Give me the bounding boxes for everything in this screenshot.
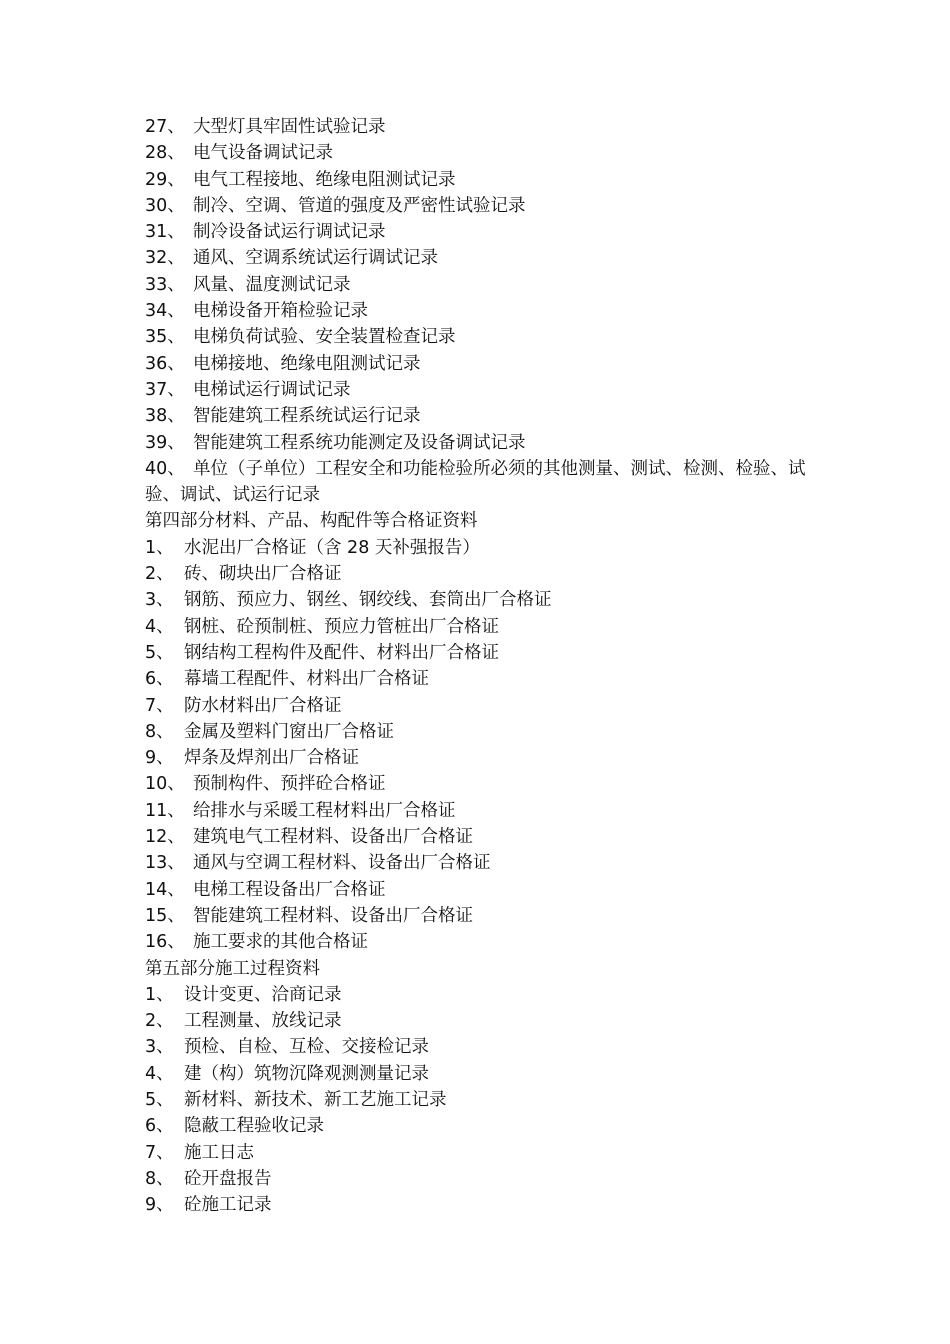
item-text: 给排水与采暖工程材料出厂合格证 bbox=[193, 800, 456, 821]
item-number: 32、 bbox=[145, 248, 185, 269]
list-item bbox=[145, 745, 825, 771]
item-text: 电梯工程设备出厂合格证 bbox=[193, 879, 386, 900]
item-number: 27、 bbox=[145, 117, 185, 137]
item-text: 隐蔽工程验收记录 bbox=[184, 1116, 324, 1137]
item-text: 幕墙工程配件、材料出厂合格证 bbox=[184, 669, 429, 690]
list-part5 bbox=[145, 982, 825, 1219]
item-text: 电气设备调试记录 bbox=[193, 143, 333, 164]
item-number: 7、 bbox=[145, 695, 174, 716]
item-text: 设计变更、洽商记录 bbox=[184, 984, 342, 1005]
item-text: 智能建筑工程系统试运行记录 bbox=[193, 406, 421, 427]
item-text: 钢桩、砼预制桩、预应力管桩出厂合格证 bbox=[184, 616, 499, 637]
list-item bbox=[145, 1061, 825, 1087]
item-number: 8、 bbox=[145, 721, 174, 742]
item-text: 防水材料出厂合格证 bbox=[184, 695, 342, 716]
list-item bbox=[145, 272, 825, 298]
item-number: 6、 bbox=[145, 1116, 174, 1137]
item-text: 风量、温度测试记录 bbox=[193, 274, 351, 295]
list-item bbox=[145, 456, 825, 509]
item-text: 电梯试运行调试记录 bbox=[193, 379, 351, 400]
item-number: 9、 bbox=[145, 748, 174, 769]
item-text: 通风与空调工程材料、设备出厂合格证 bbox=[193, 853, 491, 874]
item-number: 33、 bbox=[145, 274, 185, 295]
item-number: 28、 bbox=[145, 143, 185, 164]
item-text: 新材料、新技术、新工艺施工记录 bbox=[184, 1089, 447, 1110]
list-item bbox=[145, 1008, 825, 1034]
item-text: 钢结构工程构件及配件、材料出厂合格证 bbox=[184, 642, 499, 663]
item-text: 预制构件、预拌砼合格证 bbox=[193, 774, 386, 795]
item-text: 钢筋、预应力、钢丝、钢绞线、套筒出厂合格证 bbox=[184, 590, 552, 611]
list-item bbox=[145, 193, 825, 219]
item-number: 15、 bbox=[145, 905, 185, 926]
item-number: 1、 bbox=[145, 537, 174, 558]
item-number: 38、 bbox=[145, 406, 185, 427]
list-item bbox=[145, 403, 825, 429]
item-text: 电梯接地、绝缘电阻测试记录 bbox=[193, 353, 421, 374]
list-item bbox=[145, 114, 825, 140]
section-heading-part4: 第四部分材料、产品、构配件等合格证资料 bbox=[145, 511, 478, 532]
item-text: 水泥出厂合格证（含 28 天补强报告） bbox=[184, 537, 480, 558]
item-text: 施工要求的其他合格证 bbox=[193, 932, 368, 953]
item-number: 7、 bbox=[145, 1142, 174, 1163]
item-number: 39、 bbox=[145, 432, 185, 453]
item-number: 30、 bbox=[145, 195, 185, 216]
list-item bbox=[145, 1034, 825, 1060]
item-number: 36、 bbox=[145, 353, 185, 374]
item-text: 金属及塑料门窗出厂合格证 bbox=[184, 721, 394, 742]
list-item bbox=[145, 850, 825, 876]
item-number: 13、 bbox=[145, 853, 185, 874]
item-text: 智能建筑工程材料、设备出厂合格证 bbox=[193, 905, 473, 926]
item-number: 6、 bbox=[145, 669, 174, 690]
list-item bbox=[145, 1087, 825, 1113]
item-number: 4、 bbox=[145, 616, 174, 637]
item-text: 砖、砌块出厂合格证 bbox=[184, 564, 342, 585]
item-number: 37、 bbox=[145, 379, 185, 400]
item-number: 3、 bbox=[145, 590, 174, 611]
item-number: 11、 bbox=[145, 800, 185, 821]
item-text: 施工日志 bbox=[184, 1142, 254, 1163]
item-text: 智能建筑工程系统功能测定及设备调试记录 bbox=[193, 432, 526, 453]
item-text: 通风、空调系统试运行调试记录 bbox=[193, 248, 438, 269]
item-text: 大型灯具牢固性试验记录 bbox=[193, 117, 386, 137]
item-text: 工程测量、放线记录 bbox=[184, 1011, 342, 1032]
item-text: 焊条及焊剂出厂合格证 bbox=[184, 748, 359, 769]
list-item bbox=[145, 430, 825, 456]
list-item bbox=[145, 1113, 825, 1139]
list-item bbox=[145, 324, 825, 350]
item-number: 29、 bbox=[145, 169, 185, 190]
list-item bbox=[145, 351, 825, 377]
item-number: 2、 bbox=[145, 564, 174, 585]
item-number: 2、 bbox=[145, 1011, 174, 1032]
item-text: 砼开盘报告 bbox=[184, 1168, 272, 1189]
item-number: 40、 bbox=[145, 458, 185, 479]
list-item bbox=[145, 666, 825, 692]
item-text: 电气工程接地、绝缘电阻测试记录 bbox=[193, 169, 456, 190]
item-text: 建筑电气工程材料、设备出厂合格证 bbox=[193, 827, 473, 848]
item-number: 12、 bbox=[145, 827, 185, 848]
item-number: 5、 bbox=[145, 1089, 174, 1110]
item-text: 制冷设备试运行调试记录 bbox=[193, 222, 386, 243]
list-item bbox=[145, 1192, 825, 1218]
item-number: 8、 bbox=[145, 1168, 174, 1189]
list-item bbox=[145, 377, 825, 403]
item-number: 5、 bbox=[145, 642, 174, 663]
list-item bbox=[145, 903, 825, 929]
list-item bbox=[145, 245, 825, 271]
list-item bbox=[145, 1166, 825, 1192]
item-text: 制冷、空调、管道的强度及严密性试验记录 bbox=[193, 195, 526, 216]
list-item bbox=[145, 140, 825, 166]
item-number: 9、 bbox=[145, 1195, 174, 1216]
list-item bbox=[145, 798, 825, 824]
list-item bbox=[145, 1140, 825, 1166]
list-item bbox=[145, 982, 825, 1008]
list-item bbox=[145, 167, 825, 193]
list-item bbox=[145, 587, 825, 613]
document-body bbox=[145, 114, 825, 1218]
list-item bbox=[145, 298, 825, 324]
item-number: 35、 bbox=[145, 327, 185, 348]
item-number: 1、 bbox=[145, 984, 174, 1005]
item-number: 10、 bbox=[145, 774, 185, 795]
item-number: 31、 bbox=[145, 222, 185, 243]
list-item bbox=[145, 640, 825, 666]
list-part4 bbox=[145, 535, 825, 956]
list-item bbox=[145, 929, 825, 955]
list-part3 bbox=[145, 114, 825, 508]
list-item bbox=[145, 219, 825, 245]
item-number: 3、 bbox=[145, 1037, 174, 1058]
item-text: 电梯设备开箱检验记录 bbox=[193, 301, 368, 322]
item-text: 电梯负荷试验、安全装置检查记录 bbox=[193, 327, 456, 348]
item-number: 4、 bbox=[145, 1063, 174, 1084]
list-item bbox=[145, 535, 825, 561]
list-item bbox=[145, 719, 825, 745]
item-text: 砼施工记录 bbox=[184, 1195, 272, 1216]
list-item bbox=[145, 824, 825, 850]
list-item bbox=[145, 614, 825, 640]
item-text: 建（构）筑物沉降观测测量记录 bbox=[184, 1063, 429, 1084]
list-item bbox=[145, 561, 825, 587]
item-text: 单位（子单位）工程安全和功能检验所必须的其他测量、测试、检测、检验、试验、调试、试运行记录 bbox=[145, 458, 806, 506]
list-item bbox=[145, 877, 825, 903]
item-text: 预检、自检、互检、交接检记录 bbox=[184, 1037, 429, 1058]
list-item bbox=[145, 771, 825, 797]
item-number: 34、 bbox=[145, 301, 185, 322]
section-heading-part5: 第五部分施工过程资料 bbox=[145, 958, 320, 979]
item-number: 16、 bbox=[145, 932, 185, 953]
item-number: 14、 bbox=[145, 879, 185, 900]
list-item bbox=[145, 693, 825, 719]
